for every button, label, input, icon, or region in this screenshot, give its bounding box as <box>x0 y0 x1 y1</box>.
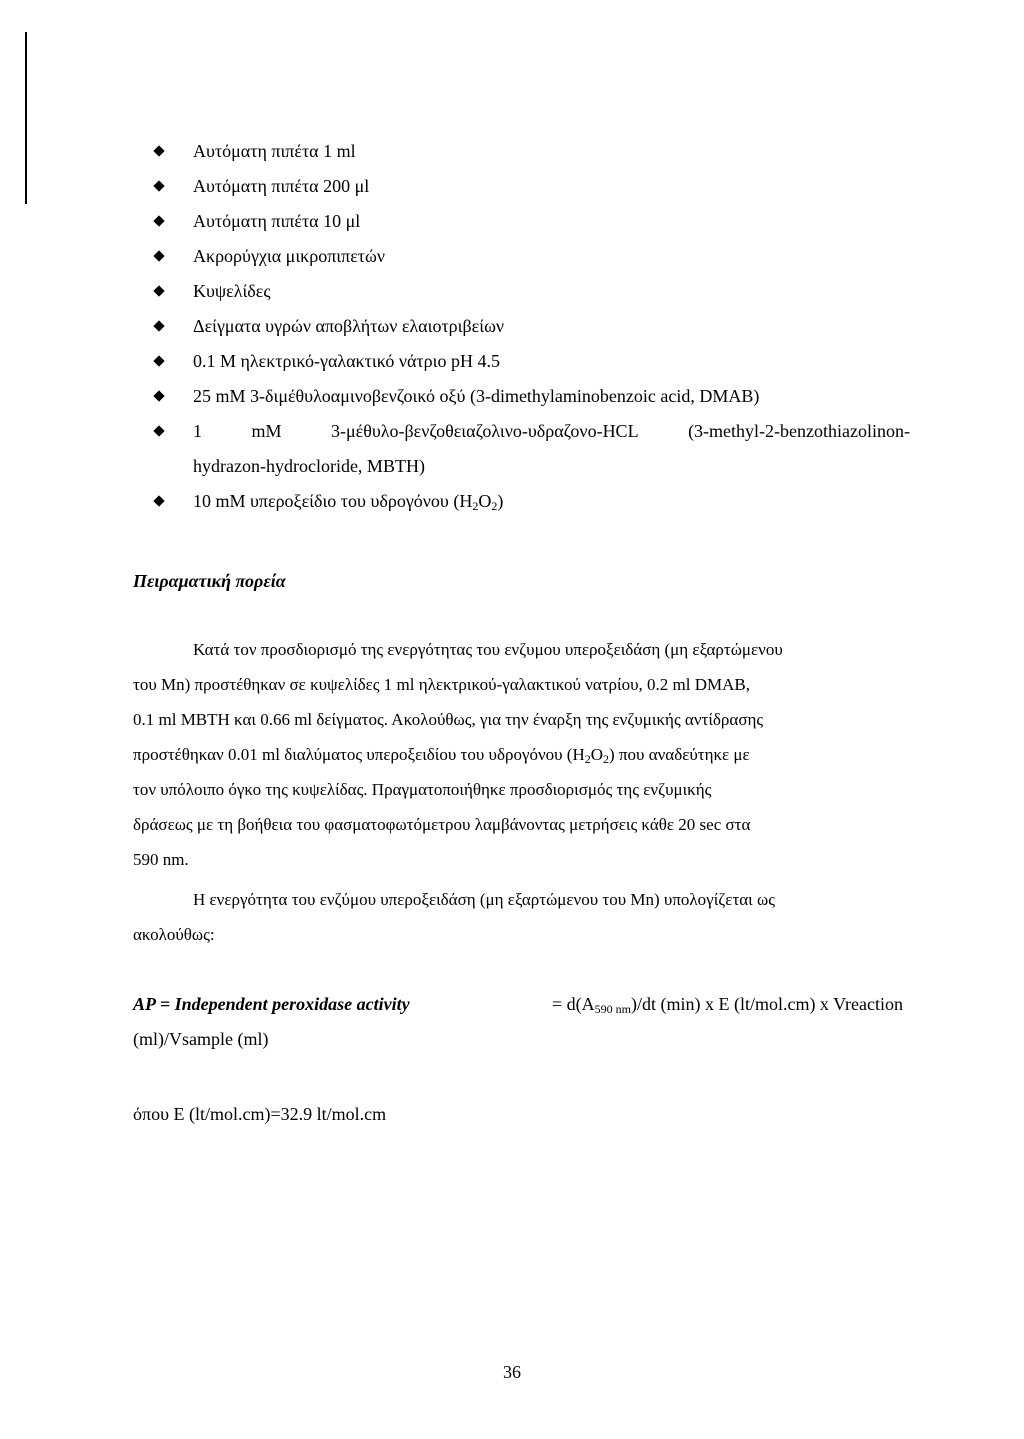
diamond-bullet-icon <box>153 250 164 261</box>
mbth-line-2: hydrazon-hydrocloride, MBTH) <box>193 456 425 476</box>
diamond-bullet-icon <box>153 425 164 436</box>
list-item <box>150 274 910 309</box>
line-text: προστέθηκαν 0.01 ml διαλύματος υπεροξειδίου του υδρογόνου (H <box>133 745 585 764</box>
diamond-bullet-icon <box>153 495 164 506</box>
list-item-text: Κυψελίδες <box>193 281 271 301</box>
list-item-text: Αυτόματη πιπέτα 200 μl <box>193 176 370 196</box>
formula-equation <box>552 987 903 1022</box>
paragraph-line: Η ενεργότητα του ενζύμου υπεροξειδάση (μη εξαρτώμενου του Mn) υπολογίζεται ως <box>193 890 775 909</box>
margin-rule <box>25 32 27 204</box>
list-item <box>150 344 910 379</box>
mbth-part: 3-μέθυλο-βενζοθειαζολινο-υδραζονο-HCL <box>331 421 639 441</box>
list-item <box>150 134 910 169</box>
diamond-bullet-icon <box>153 355 164 366</box>
paragraph-line <box>133 737 903 772</box>
subscript: 2 <box>584 752 591 766</box>
list-item <box>150 169 910 204</box>
mbth-part: mM <box>251 421 282 441</box>
line-text: Κατά τον προσδιορισμό της ενεργότητας του ενζυμου υπεροξειδάση (μη εξαρτώμενου <box>193 640 783 659</box>
formula-line-1 <box>133 987 903 1022</box>
diamond-bullet-icon <box>153 145 164 156</box>
list-item-text: Αυτόματη πιπέτα 10 μl <box>193 211 361 231</box>
list-item-mbth <box>150 414 910 484</box>
list-item-text: Δείγματα υγρών αποβλήτων ελαιοτριβείων <box>193 316 505 336</box>
list-item-h2o2 <box>150 484 910 519</box>
diamond-bullet-icon <box>153 320 164 331</box>
line-text <box>133 737 750 772</box>
formula-label: AP = Independent peroxidase activity <box>133 994 410 1014</box>
activity-paragraph <box>133 882 903 952</box>
materials-list <box>150 134 910 519</box>
h2o2-text: 10 mM υπεροξείδιο του υδρογόνου (H <box>193 491 473 511</box>
equation-text: )/dt (min) x E (lt/mol.cm) x Vreaction <box>630 994 903 1014</box>
paragraph-line: 0.1 ml MBTH και 0.66 ml δείγματος. Ακολούθως, για την έναρξη της ενζυμικής αντίδρασης <box>133 710 764 729</box>
paragraph-line: ακολούθως: <box>133 925 215 944</box>
line-text: O <box>590 745 604 764</box>
list-item <box>150 379 910 414</box>
paragraph-line: του Mn) προστέθηκαν σε κυψελίδες 1 ml ηλεκτρικού-γαλακτικού νατρίου, 0.2 ml DMAB, <box>133 675 750 694</box>
diamond-bullet-icon <box>153 180 164 191</box>
paragraph-line: δράσεως με τη βοήθεια του φασματοφωτόμετρου λαμβάνοντας μετρήσεις κάθε 20 sec στα <box>133 815 751 834</box>
subscript: 590 nm <box>594 1002 631 1016</box>
paragraph-line <box>133 632 903 667</box>
mbth-line-1 <box>193 414 910 449</box>
line-text: ) που αναδεύτηκε με <box>609 745 750 764</box>
list-item-text: 25 mM 3-διμέθυλοαμινοβενζοικό οξύ (3-dimethylaminobenzoic acid, DMAB) <box>193 386 760 406</box>
formula-line-2: (ml)/Vsample (ml) <box>133 1029 269 1049</box>
h2o2-text: ) <box>497 491 504 511</box>
diamond-bullet-icon <box>153 285 164 296</box>
list-item-text: 0.1 M ηλεκτρικό-γαλακτικό νάτριο pH 4.5 <box>193 351 500 371</box>
h2o2-text: O <box>478 491 492 511</box>
list-item <box>150 309 910 344</box>
paragraph-line: 590 nm. <box>133 850 189 869</box>
list-item-text: Ακρορύγχια μικροπιπετών <box>193 246 386 266</box>
mbth-part: (3-methyl-2-benzothiazolinon- <box>688 421 910 441</box>
page-number: 36 <box>503 1362 521 1382</box>
equation-text: = d(A <box>551 994 595 1014</box>
diamond-bullet-icon <box>153 215 164 226</box>
section-title: Πειραματική πορεία <box>133 571 286 591</box>
list-item <box>150 204 910 239</box>
diamond-bullet-icon <box>153 390 164 401</box>
footnote: όπου E (lt/mol.cm)=32.9 lt/mol.cm <box>133 1104 387 1124</box>
list-item-text: Αυτόματη πιπέτα 1 ml <box>193 141 356 161</box>
subscript: 2 <box>603 752 610 766</box>
mbth-part: 1 <box>193 421 202 441</box>
paragraph-line: τον υπόλοιπο όγκο της κυψελίδας. Πραγματοποιήθηκε προσδιορισμός της ενζυμικής <box>133 780 712 799</box>
subscript: 2 <box>472 499 479 513</box>
formula <box>133 987 903 1057</box>
list-item <box>150 239 910 274</box>
procedure-paragraph <box>133 632 903 877</box>
subscript: 2 <box>491 499 498 513</box>
